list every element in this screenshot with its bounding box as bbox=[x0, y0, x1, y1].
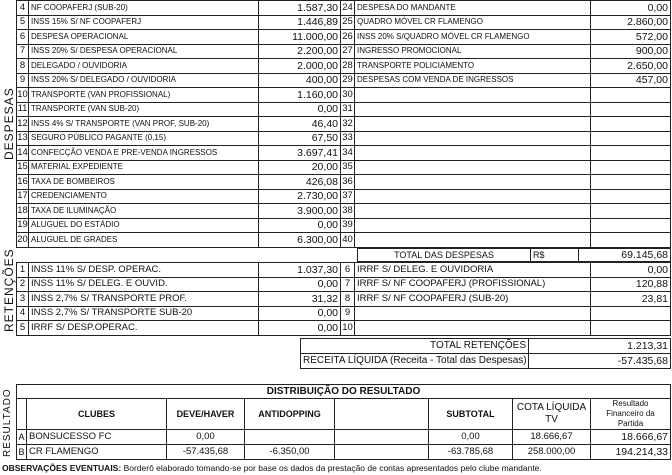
resultado-row bbox=[17, 430, 671, 445]
despesa-number: 24 bbox=[341, 1, 355, 16]
despesa-number: 10 bbox=[17, 88, 29, 103]
observacoes-text: Borderô elaborado tomando-se por base os dados da prestação de contas apresentados pelo clube mandante. bbox=[123, 463, 542, 473]
despesas-table bbox=[16, 0, 671, 248]
despesa-value bbox=[591, 218, 671, 233]
retencao-row bbox=[17, 292, 671, 307]
despesa-row bbox=[17, 218, 671, 233]
despesa-number: 29 bbox=[341, 73, 355, 88]
retencao-number: 8 bbox=[341, 292, 355, 307]
total-despesas-row bbox=[357, 248, 671, 262]
retencao-number: 9 bbox=[341, 306, 355, 321]
header-clubes: CLUBES bbox=[27, 399, 167, 430]
despesa-number: 31 bbox=[341, 102, 355, 117]
despesa-description: TAXA DE ILUMINAÇÃO bbox=[29, 204, 259, 219]
retencao-row bbox=[17, 321, 671, 336]
subtotal-value: 0,00 bbox=[429, 430, 513, 445]
retencoes-label: RETENÇÕES bbox=[2, 248, 16, 332]
despesa-number: 15 bbox=[17, 160, 29, 175]
despesa-value bbox=[591, 233, 671, 248]
retencao-value: 0,00 bbox=[259, 277, 341, 292]
despesa-row bbox=[17, 88, 671, 103]
despesa-number: 4 bbox=[17, 1, 29, 16]
despesa-row bbox=[17, 30, 671, 45]
despesa-number: 32 bbox=[341, 117, 355, 132]
despesa-number: 39 bbox=[341, 218, 355, 233]
despesa-description: DESPESA DO MANDANTE bbox=[355, 1, 591, 16]
despesa-number: 17 bbox=[17, 189, 29, 204]
despesa-number: 6 bbox=[17, 30, 29, 45]
despesa-row bbox=[17, 146, 671, 161]
despesa-value bbox=[591, 189, 671, 204]
header-resultado-financeiro: Resultado Financeiro da Partida bbox=[591, 399, 671, 430]
despesa-description: ALUGUEL DO ESTÁDIO bbox=[29, 218, 259, 233]
despesa-value: 400,00 bbox=[259, 73, 341, 88]
header-deve-haver: DEVE/HAVER bbox=[167, 399, 245, 430]
despesa-value: 11.000,00 bbox=[259, 30, 341, 45]
retencao-number: 7 bbox=[341, 277, 355, 292]
retencao-value bbox=[591, 321, 671, 336]
retencao-value: 120,88 bbox=[591, 277, 671, 292]
despesa-description: TRANSPORTE (VAN PROFISSIONAL) bbox=[29, 88, 259, 103]
despesa-description: QUADRO MÓVEL CR FLAMENGO bbox=[355, 15, 591, 30]
despesa-number: 9 bbox=[17, 73, 29, 88]
despesa-value: 2.650,00 bbox=[591, 59, 671, 74]
retencao-description: INSS 2,7% S/ TRANSPORTE SUB-20 bbox=[29, 306, 259, 321]
despesa-value bbox=[591, 131, 671, 146]
despesa-value: 900,00 bbox=[591, 44, 671, 59]
retencao-row bbox=[17, 277, 671, 292]
despesa-number: 38 bbox=[341, 204, 355, 219]
retencao-value: 23,81 bbox=[591, 292, 671, 307]
despesa-description bbox=[355, 131, 591, 146]
despesa-value bbox=[591, 117, 671, 132]
despesa-value: 0,00 bbox=[591, 1, 671, 16]
despesas-label: DESPESAS bbox=[2, 87, 16, 160]
resultado-financeiro-value: 18.666,67 bbox=[591, 430, 671, 445]
despesa-description: INSS 20% S/QUADRO MÓVEL CR FLAMENGO bbox=[355, 30, 591, 45]
resultado-financeiro-value: 194.214,33 bbox=[591, 445, 671, 460]
observacoes-label: OBSERVAÇÕES EVENTUAIS: bbox=[2, 463, 122, 473]
retencao-description: IRRF S/ DESP.OPERAC. bbox=[29, 321, 259, 336]
despesa-row bbox=[17, 73, 671, 88]
despesa-value: 426,08 bbox=[259, 175, 341, 190]
retencao-value: 31,32 bbox=[259, 292, 341, 307]
despesa-row bbox=[17, 131, 671, 146]
despesa-value bbox=[591, 102, 671, 117]
subtotal-value: -63.785,68 bbox=[429, 445, 513, 460]
despesa-row bbox=[17, 1, 671, 16]
despesa-description: INGRESSO PROMOCIONAL bbox=[355, 44, 591, 59]
resultado-label: RESULTADO bbox=[2, 388, 13, 458]
despesa-value: 1.160,00 bbox=[259, 88, 341, 103]
despesa-description: DESPESAS COM VENDA DE INGRESSOS bbox=[355, 73, 591, 88]
retencao-description: IRRF S/ DELEG. E OUVIDORIA bbox=[355, 263, 591, 278]
despesa-number: 36 bbox=[341, 175, 355, 190]
despesa-description: ALUGUEL DE GRADES bbox=[29, 233, 259, 248]
total-despesas-value: 69.145,68 bbox=[579, 249, 671, 262]
despesa-value: 2.730,00 bbox=[259, 189, 341, 204]
resultado-title: DISTRIBUIÇÃO DO RESULTADO bbox=[17, 385, 671, 399]
club-key: B bbox=[17, 445, 27, 460]
despesa-value bbox=[591, 88, 671, 103]
despesa-value: 6.300,00 bbox=[259, 233, 341, 248]
despesa-number: 8 bbox=[17, 59, 29, 74]
despesa-description: CONFECÇÃO VENDA E PRE-VENDA INGRESSOS bbox=[29, 146, 259, 161]
receita-liquida-value: -57.435,68 bbox=[529, 354, 671, 369]
despesa-row bbox=[17, 160, 671, 175]
despesa-number: 20 bbox=[17, 233, 29, 248]
despesa-description: INSS 15% S/ NF COOPAFERJ bbox=[29, 15, 259, 30]
despesa-number: 25 bbox=[341, 15, 355, 30]
despesa-value: 0,00 bbox=[259, 102, 341, 117]
despesa-description: SEGURO PÚBLICO PAGANTE (0.15) bbox=[29, 131, 259, 146]
antidoping-value bbox=[245, 430, 335, 445]
despesa-value: 2.860,00 bbox=[591, 15, 671, 30]
despesa-value: 1.587,30 bbox=[259, 1, 341, 16]
retencao-row bbox=[17, 306, 671, 321]
despesa-number: 27 bbox=[341, 44, 355, 59]
despesa-description bbox=[355, 175, 591, 190]
despesa-description: INSS 4% S/ TRANSPORTE (VAN PROF, SUB-20) bbox=[29, 117, 259, 132]
despesa-number: 30 bbox=[341, 88, 355, 103]
retencao-row bbox=[17, 263, 671, 278]
club-key: A bbox=[17, 430, 27, 445]
despesa-description bbox=[355, 88, 591, 103]
despesa-value bbox=[591, 204, 671, 219]
despesa-row bbox=[17, 189, 671, 204]
retencao-number: 10 bbox=[341, 321, 355, 336]
retencao-number: 6 bbox=[341, 263, 355, 278]
despesa-number: 35 bbox=[341, 160, 355, 175]
despesa-row bbox=[17, 59, 671, 74]
despesa-row bbox=[17, 44, 671, 59]
resultado-row bbox=[17, 445, 671, 460]
despesa-number: 5 bbox=[17, 15, 29, 30]
despesa-number: 26 bbox=[341, 30, 355, 45]
despesa-value: 2.200,00 bbox=[259, 44, 341, 59]
despesa-row bbox=[17, 102, 671, 117]
despesa-value: 457,00 bbox=[591, 73, 671, 88]
despesa-value bbox=[591, 146, 671, 161]
despesa-value: 2.000,00 bbox=[259, 59, 341, 74]
despesa-value bbox=[591, 175, 671, 190]
antidoping-value: -6.350,00 bbox=[245, 445, 335, 460]
despesa-description: INSS 20% S/ DELEGADO / OUVIDORIA bbox=[29, 73, 259, 88]
despesa-description bbox=[355, 146, 591, 161]
retencao-description: INSS 11% S/ DESP. OPERAC. bbox=[29, 263, 259, 278]
retencoes-table bbox=[16, 262, 671, 336]
despesa-value: 572,00 bbox=[591, 30, 671, 45]
total-retencoes-value: 1.213,31 bbox=[529, 339, 671, 354]
header-antidoping: ANTIDOPPING bbox=[245, 399, 335, 430]
despesa-number: 19 bbox=[17, 218, 29, 233]
retencao-description: IRRF S/ NF COOPAFERJ (PROFISSIONAL) bbox=[355, 277, 591, 292]
retencao-description bbox=[355, 321, 591, 336]
despesa-number: 40 bbox=[341, 233, 355, 248]
retencao-value: 0,00 bbox=[591, 263, 671, 278]
despesa-description bbox=[355, 160, 591, 175]
empty-cell bbox=[335, 445, 429, 460]
despesa-description: CREDENCIAMENTO bbox=[29, 189, 259, 204]
retencao-description: INSS 11% S/ DELEG. E OUVID. bbox=[29, 277, 259, 292]
retencao-value: 0,00 bbox=[259, 321, 341, 336]
despesa-value: 0,00 bbox=[259, 218, 341, 233]
despesa-value: 3.900,00 bbox=[259, 204, 341, 219]
despesa-description: MATERIAL EXPEDIENTE bbox=[29, 160, 259, 175]
despesa-description bbox=[355, 189, 591, 204]
despesa-number: 28 bbox=[341, 59, 355, 74]
empty-cell bbox=[335, 430, 429, 445]
observacoes bbox=[2, 462, 670, 474]
club-name: BONSUCESSO FC bbox=[27, 430, 167, 445]
retencao-value bbox=[591, 306, 671, 321]
despesa-number: 18 bbox=[17, 204, 29, 219]
retencao-number: 4 bbox=[17, 306, 29, 321]
despesa-value bbox=[591, 160, 671, 175]
despesa-description bbox=[355, 218, 591, 233]
deve-haver-value: -57.435,68 bbox=[167, 445, 245, 460]
cota-value: 258.000,00 bbox=[513, 445, 591, 460]
despesa-value: 20,00 bbox=[259, 160, 341, 175]
despesa-description bbox=[355, 102, 591, 117]
retencao-description: IRRF S/ NF COOPAFERJ (SUB-20) bbox=[355, 292, 591, 307]
despesa-description bbox=[355, 233, 591, 248]
despesa-value: 1.446,89 bbox=[259, 15, 341, 30]
retencao-description bbox=[355, 306, 591, 321]
total-retencoes-label: TOTAL RETENÇÕES bbox=[301, 339, 529, 354]
receita-liquida-label: RECEITA LÍQUIDA (Receita - Total das Despesas) bbox=[301, 354, 529, 369]
despesa-description: INSS 20% S/ DESPESA OPERACIONAL bbox=[29, 44, 259, 59]
header-cota-liquida: COTA LÍQUIDA TV bbox=[513, 399, 591, 430]
cota-value: 18.666,67 bbox=[513, 430, 591, 445]
club-name: CR FLAMENGO bbox=[27, 445, 167, 460]
despesa-description bbox=[355, 117, 591, 132]
header-subtotal: SUBTOTAL bbox=[429, 399, 513, 430]
retencao-number: 1 bbox=[17, 263, 29, 278]
despesa-row bbox=[17, 175, 671, 190]
retencao-number: 2 bbox=[17, 277, 29, 292]
total-retencoes-row bbox=[300, 338, 671, 369]
despesa-description: DELEGADO / OUVIDORIA bbox=[29, 59, 259, 74]
despesa-value: 67,50 bbox=[259, 131, 341, 146]
despesa-description: NF COOPAFERJ (SUB-20) bbox=[29, 1, 259, 16]
despesa-description bbox=[355, 204, 591, 219]
despesa-description: TAXA DE BOMBEIROS bbox=[29, 175, 259, 190]
retencao-value: 1.037,30 bbox=[259, 263, 341, 278]
despesa-description: TRANSPORTE (VAN SUB-20) bbox=[29, 102, 259, 117]
despesa-number: 14 bbox=[17, 146, 29, 161]
currency-label: R$ bbox=[531, 249, 579, 262]
despesa-description: DESPESA OPERACIONAL bbox=[29, 30, 259, 45]
despesa-row bbox=[17, 117, 671, 132]
despesa-number: 13 bbox=[17, 131, 29, 146]
despesa-number: 37 bbox=[341, 189, 355, 204]
despesa-row bbox=[17, 204, 671, 219]
despesa-value: 3.697,41 bbox=[259, 146, 341, 161]
despesa-description: TRANSPORTE POLICIAMENTO bbox=[355, 59, 591, 74]
retencao-number: 3 bbox=[17, 292, 29, 307]
despesa-number: 11 bbox=[17, 102, 29, 117]
despesa-value: 46,40 bbox=[259, 117, 341, 132]
resultado-table bbox=[16, 384, 671, 460]
despesa-row bbox=[17, 233, 671, 248]
total-despesas-label: TOTAL DAS DESPESAS bbox=[358, 249, 531, 262]
despesa-number: 12 bbox=[17, 117, 29, 132]
despesa-number: 7 bbox=[17, 44, 29, 59]
retencao-value: 0,00 bbox=[259, 306, 341, 321]
retencao-description: INSS 2,7% S/ TRANSPORTE PROF. bbox=[29, 292, 259, 307]
despesa-number: 33 bbox=[341, 131, 355, 146]
despesa-number: 16 bbox=[17, 175, 29, 190]
despesa-row bbox=[17, 15, 671, 30]
retencao-number: 5 bbox=[17, 321, 29, 336]
deve-haver-value: 0,00 bbox=[167, 430, 245, 445]
despesa-number: 34 bbox=[341, 146, 355, 161]
